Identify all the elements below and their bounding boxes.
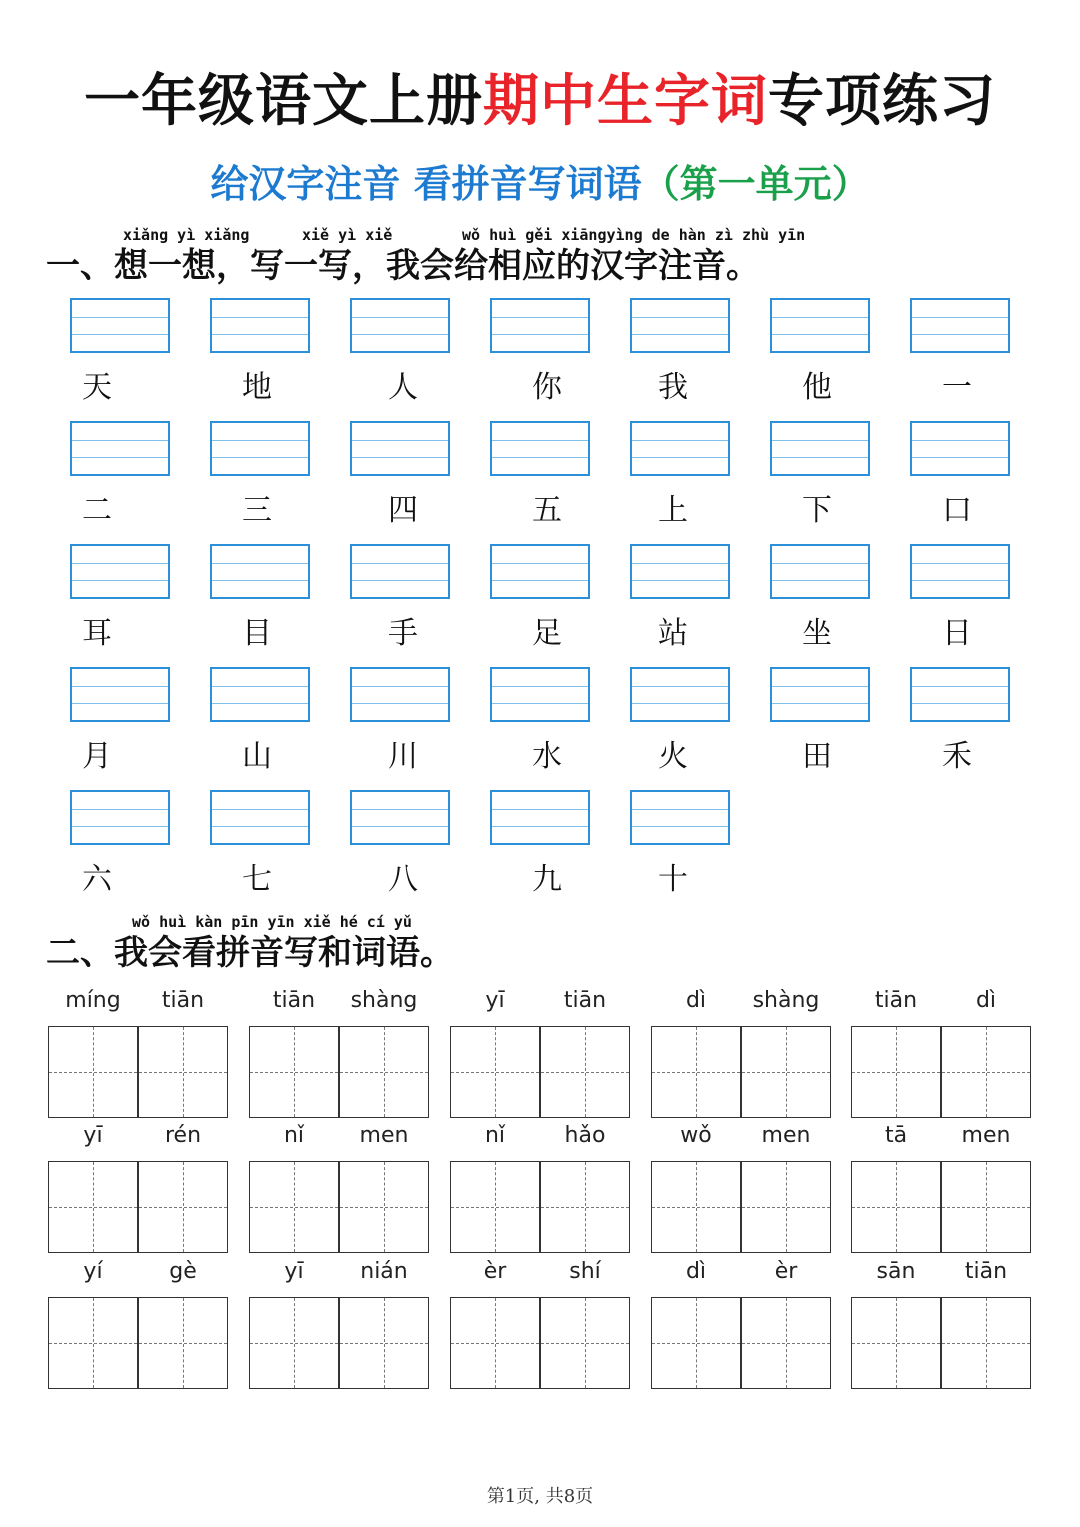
word-pinyin: men [961,1123,1011,1148]
pinyin-answer-box[interactable] [770,421,870,476]
pinyin-answer-box[interactable] [210,421,310,476]
hanzi-character: 手 [388,616,418,651]
word-pinyin: dì [685,1259,707,1284]
tianzige-writing-box[interactable] [48,1161,138,1253]
pinyin-answer-box[interactable] [910,298,1010,353]
tianzige-writing-box[interactable] [540,1297,630,1389]
hanzi-character: 站 [658,616,688,651]
tianzige-writing-box[interactable] [941,1161,1031,1253]
hanzi-character: 田 [802,739,832,774]
tianzige-writing-box[interactable] [249,1026,339,1118]
word-pinyin: rén [164,1123,202,1148]
hanzi-character: 八 [388,862,418,897]
pinyin-answer-box[interactable] [770,544,870,599]
title-part1: 一年级语文上册 [84,69,483,134]
hanzi-character: 你 [532,370,562,405]
pinyin-answer-box[interactable] [490,421,590,476]
hanzi-character: 上 [658,493,688,528]
hanzi-character: 四 [388,493,418,528]
word-pinyin: dì [685,988,707,1013]
hanzi-character: 六 [82,862,112,897]
pinyin-answer-box[interactable] [490,667,590,722]
tianzige-writing-box[interactable] [540,1026,630,1118]
hanzi-character: 二 [82,493,112,528]
title-highlight: 期中生字词 [483,69,768,134]
hanzi-character: 十 [658,862,688,897]
section1-title: 一、想一想，写一写，我会给相应的汉字注音。 [46,246,760,286]
hanzi-character: 口 [942,493,972,528]
pinyin-answer-box[interactable] [210,667,310,722]
tianzige-writing-box[interactable] [339,1026,429,1118]
hanzi-character: 七 [242,862,272,897]
pinyin-answer-box[interactable] [210,544,310,599]
subtitle-unit: （第一单元） [641,162,870,206]
word-pinyin: yí [83,1259,103,1284]
pinyin-answer-box[interactable] [630,790,730,845]
hanzi-character: 三 [242,493,272,528]
pinyin-answer-box[interactable] [350,667,450,722]
pinyin-answer-box[interactable] [630,421,730,476]
word-pinyin: tiān [964,1259,1008,1284]
hanzi-character: 山 [242,739,272,774]
word-pinyin: tiān [874,988,918,1013]
hanzi-character: 他 [802,370,832,405]
word-pinyin: tiān [563,988,607,1013]
hanzi-character: 禾 [942,739,972,774]
word-pinyin: èr [483,1259,507,1284]
pinyin-answer-box[interactable] [70,298,170,353]
tianzige-writing-box[interactable] [540,1161,630,1253]
pinyin-answer-box[interactable] [770,298,870,353]
hanzi-character: 坐 [802,616,832,651]
pinyin-answer-box[interactable] [630,544,730,599]
page-subtitle [0,156,1080,212]
pinyin-answer-box[interactable] [490,544,590,599]
page-title [0,62,1080,142]
word-pinyin: tiān [161,988,205,1013]
word-pinyin: nǐ [484,1123,506,1148]
pinyin-answer-box[interactable] [630,667,730,722]
pinyin-answer-box[interactable] [70,544,170,599]
hanzi-character: 人 [388,370,418,405]
pinyin-answer-box[interactable] [70,667,170,722]
pinyin-answer-box[interactable] [910,544,1010,599]
hanzi-character: 川 [388,739,418,774]
word-pinyin: shí [569,1259,601,1284]
word-pinyin: èr [774,1259,798,1284]
hanzi-character: 下 [802,493,832,528]
hanzi-character: 目 [242,616,272,651]
tianzige-writing-box[interactable] [339,1297,429,1389]
tianzige-writing-box[interactable] [138,1297,228,1389]
tianzige-writing-box[interactable] [450,1026,540,1118]
word-pinyin: gè [169,1259,197,1284]
tianzige-writing-box[interactable] [450,1297,540,1389]
pinyin-answer-box[interactable] [630,298,730,353]
word-pinyin: nǐ [283,1123,305,1148]
word-pinyin: men [761,1123,811,1148]
section2-pinyin: wǒ huì kàn pīn yīn xiě hé cí yǔ [132,913,412,931]
hanzi-character: 月 [82,739,112,774]
section2-title: 二、我会看拼音写和词语。 [46,933,454,973]
pinyin-answer-box[interactable] [210,790,310,845]
pinyin-answer-box[interactable] [350,421,450,476]
section1-pinyin-1: xiǎng yì xiǎng [123,226,250,244]
hanzi-character: 足 [532,616,562,651]
hanzi-character: 五 [532,493,562,528]
hanzi-character: 一 [942,370,972,405]
word-pinyin: tā [884,1123,908,1148]
pinyin-answer-box[interactable] [490,790,590,845]
hanzi-character: 火 [658,739,688,774]
word-pinyin: tiān [272,988,316,1013]
tianzige-writing-box[interactable] [851,1026,941,1118]
hanzi-character: 耳 [82,616,112,651]
hanzi-character: 水 [532,739,562,774]
pinyin-answer-box[interactable] [70,421,170,476]
tianzige-writing-box[interactable] [138,1026,228,1118]
word-pinyin: dì [975,988,997,1013]
tianzige-writing-box[interactable] [138,1161,228,1253]
word-pinyin: men [359,1123,409,1148]
pinyin-answer-box[interactable] [350,790,450,845]
tianzige-writing-box[interactable] [249,1161,339,1253]
pinyin-answer-box[interactable] [350,544,450,599]
tianzige-writing-box[interactable] [249,1297,339,1389]
pinyin-answer-box[interactable] [70,790,170,845]
word-pinyin: hǎo [564,1123,606,1148]
pinyin-answer-box[interactable] [910,667,1010,722]
pinyin-answer-box[interactable] [210,298,310,353]
tianzige-writing-box[interactable] [851,1297,941,1389]
tianzige-writing-box[interactable] [651,1161,741,1253]
pinyin-answer-box[interactable] [910,421,1010,476]
word-pinyin: yī [83,1123,103,1148]
tianzige-writing-box[interactable] [741,1297,831,1389]
hanzi-character: 我 [658,370,688,405]
tianzige-writing-box[interactable] [48,1026,138,1118]
word-pinyin: yī [485,988,505,1013]
word-pinyin: yī [284,1259,304,1284]
hanzi-character: 天 [82,370,112,405]
tianzige-writing-box[interactable] [339,1161,429,1253]
tianzige-writing-box[interactable] [450,1161,540,1253]
word-pinyin: wǒ [680,1123,712,1148]
tianzige-writing-box[interactable] [651,1026,741,1118]
tianzige-writing-box[interactable] [941,1297,1031,1389]
page-footer: 第1页, 共8页 [486,1486,594,1507]
word-pinyin: sān [876,1259,916,1284]
tianzige-writing-box[interactable] [48,1297,138,1389]
subtitle-main: 给汉字注音 看拼音写词语 [210,162,642,206]
word-pinyin: shàng [752,988,820,1013]
hanzi-character: 九 [532,862,562,897]
hanzi-character: 日 [942,616,972,651]
pinyin-answer-box[interactable] [350,298,450,353]
tianzige-writing-box[interactable] [741,1161,831,1253]
tianzige-writing-box[interactable] [941,1026,1031,1118]
pinyin-answer-box[interactable] [770,667,870,722]
hanzi-character: 地 [242,370,272,405]
section1-pinyin-2: xiě yì xiě [302,226,393,244]
tianzige-writing-box[interactable] [851,1161,941,1253]
section1-pinyin-3: wǒ huì gěi xiāngyìng de hàn zì zhù yīn [462,226,806,244]
word-pinyin: nián [360,1259,408,1284]
word-pinyin: míng [65,988,121,1013]
tianzige-writing-box[interactable] [651,1297,741,1389]
title-part3: 专项练习 [768,69,996,134]
pinyin-answer-box[interactable] [490,298,590,353]
word-pinyin: shàng [350,988,418,1013]
tianzige-writing-box[interactable] [741,1026,831,1118]
